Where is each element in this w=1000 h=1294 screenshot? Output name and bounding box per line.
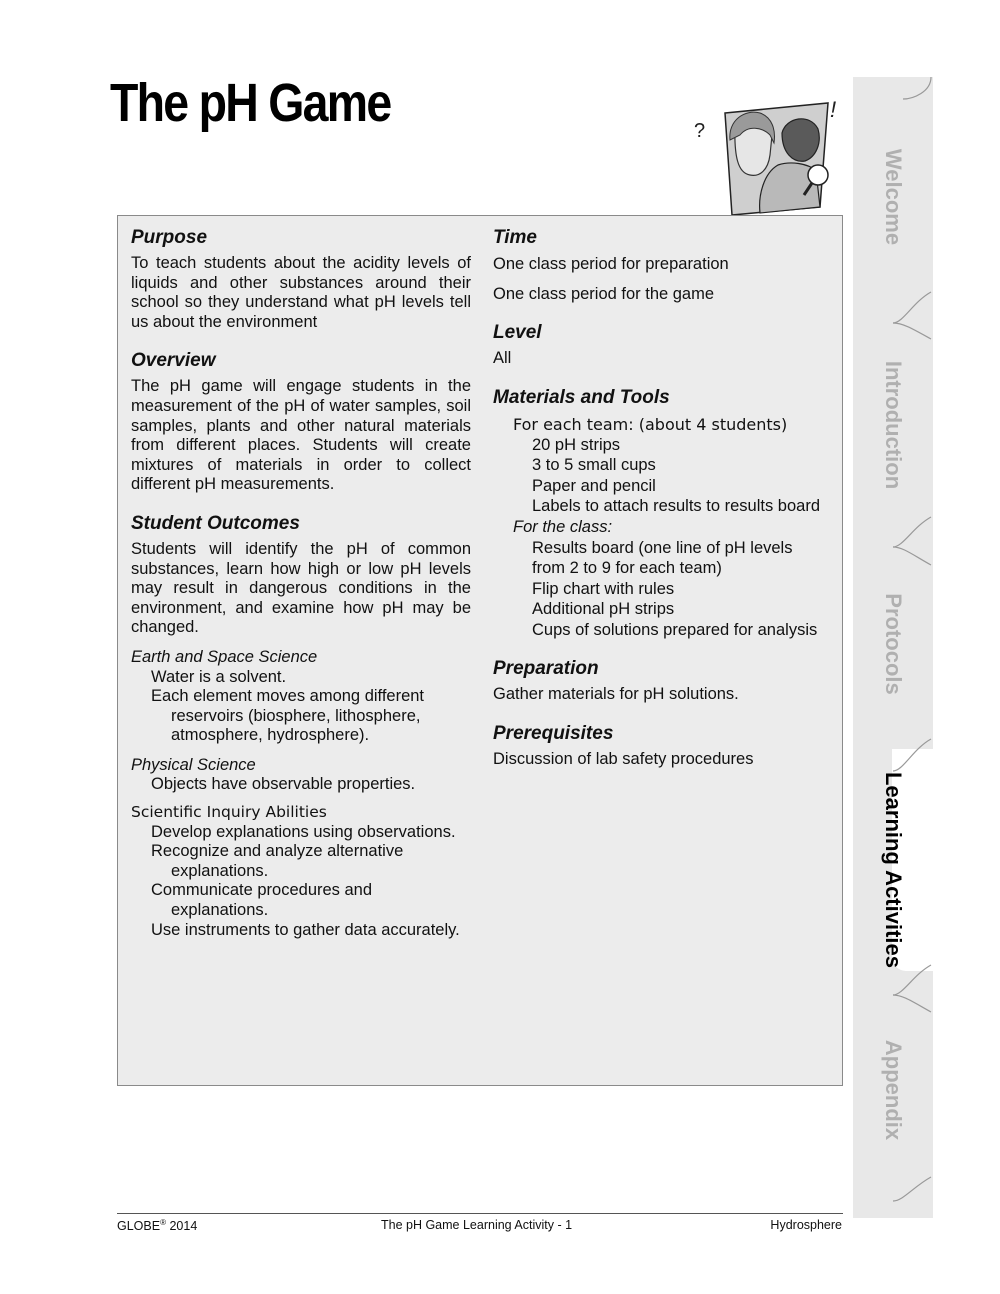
- footer-left: [117, 1218, 197, 1233]
- time-line: One class period for the game: [493, 285, 715, 303]
- inquiry-list: [131, 823, 471, 941]
- list-item: 20 pH strips: [532, 435, 621, 454]
- students-illustration: [690, 95, 850, 220]
- registered-mark: ®: [160, 1218, 166, 1227]
- svg-text:?: ?: [694, 120, 706, 142]
- earth-science-heading: Earth and Space Science: [131, 647, 318, 666]
- overview-section: [131, 349, 471, 495]
- tab-protocols[interactable]: Protocols: [881, 593, 906, 695]
- level-heading: Level: [493, 322, 542, 343]
- earth-science-list: [131, 668, 471, 746]
- footer-rule: [117, 1213, 843, 1214]
- preparation-text: Gather materials for pH solutions.: [493, 685, 739, 704]
- materials-heading: Materials and Tools: [493, 386, 670, 408]
- footer-right: Hydrosphere: [770, 1218, 842, 1232]
- purpose-text: To teach students about the acidity levels of liquids and other substances around their school so they understand what pH levels tell us about the environment: [131, 254, 471, 331]
- right-column: [493, 226, 823, 786]
- list-item: Communicate procedures and explanations.: [151, 881, 373, 920]
- purpose-heading: Purpose: [131, 227, 208, 248]
- preparation-section: [493, 657, 823, 705]
- overview-heading: Overview: [131, 350, 216, 372]
- left-column: [131, 226, 471, 957]
- outcomes-text: Students will identify the pH of common substances, learn how high or low pH levels may result in dangerous conditions in the environment, and examine how pH may be changed.: [131, 539, 471, 637]
- list-item: Use instruments to gather data accurately.: [151, 920, 460, 939]
- list-item: Flip chart with rules: [532, 579, 675, 598]
- time-line: One class period for preparation: [493, 255, 729, 273]
- overview-text: The pH game will engage students in the measurement of the pH of water samples, soil samples, plants and other natural materials from different places. Students will create mixtures of materials in order to collect different pH measurements.: [131, 377, 471, 494]
- tab-introduction[interactable]: Introduction: [881, 360, 906, 490]
- outcomes-heading: Student Outcomes: [131, 512, 300, 534]
- class-materials-list: [493, 538, 823, 641]
- team-materials-heading: For each team: (about 4 students): [513, 414, 788, 434]
- physical-science-heading: Physical Science: [131, 755, 256, 774]
- time-section: [493, 226, 823, 304]
- list-item: Recognize and analyze alternative explanations.: [151, 842, 404, 880]
- activity-summary-box: [117, 215, 843, 1086]
- list-item: Results board (one line of pH levels from 2 to 9 for each team): [532, 538, 793, 578]
- list-item: Paper and pencil: [532, 476, 656, 495]
- level-section: [493, 321, 823, 369]
- purpose-section: [131, 226, 471, 332]
- prerequisites-text: Discussion of lab safety procedures: [493, 749, 754, 768]
- prerequisites-section: [493, 722, 823, 770]
- list-item: Each element moves among different reservoirs (biosphere, lithosphere, atmosphere, hydrosphere).: [151, 687, 425, 745]
- list-item: 3 to 5 small cups: [532, 456, 656, 475]
- tab-appendix[interactable]: Appendix: [881, 1039, 906, 1141]
- team-materials-list: [493, 435, 823, 517]
- page-title: The pH Game: [110, 73, 391, 133]
- prerequisites-heading: Prerequisites: [493, 722, 614, 744]
- list-item: Cups of solutions prepared for analysis: [532, 620, 818, 639]
- footer-year: 2014: [165, 1219, 198, 1234]
- list-item: Additional pH strips: [532, 600, 675, 619]
- class-materials-heading: For the class:: [513, 517, 613, 536]
- level-text: All: [493, 349, 512, 367]
- list-item: Develop explanations using observations.: [151, 822, 456, 841]
- list-item: Labels to attach results to results board: [532, 497, 820, 516]
- outcomes-section: [131, 512, 471, 940]
- physical-science-list: [131, 775, 471, 795]
- inquiry-heading: Scientific Inquiry Abilities: [131, 803, 327, 822]
- svg-text:!: !: [830, 97, 837, 122]
- footer-org: GLOBE: [117, 1219, 161, 1234]
- list-item: Water is a solvent.: [151, 667, 287, 686]
- tab-welcome[interactable]: Welcome: [881, 148, 906, 246]
- preparation-heading: Preparation: [493, 658, 599, 680]
- section-tab-sidebar: [853, 77, 933, 1218]
- time-heading: Time: [493, 227, 538, 248]
- list-item: Objects have observable properties.: [151, 775, 416, 794]
- materials-section: [493, 386, 823, 641]
- tab-learning-activities[interactable]: Learning Activities: [881, 771, 906, 969]
- footer-center: The pH Game Learning Activity - 1: [381, 1218, 573, 1232]
